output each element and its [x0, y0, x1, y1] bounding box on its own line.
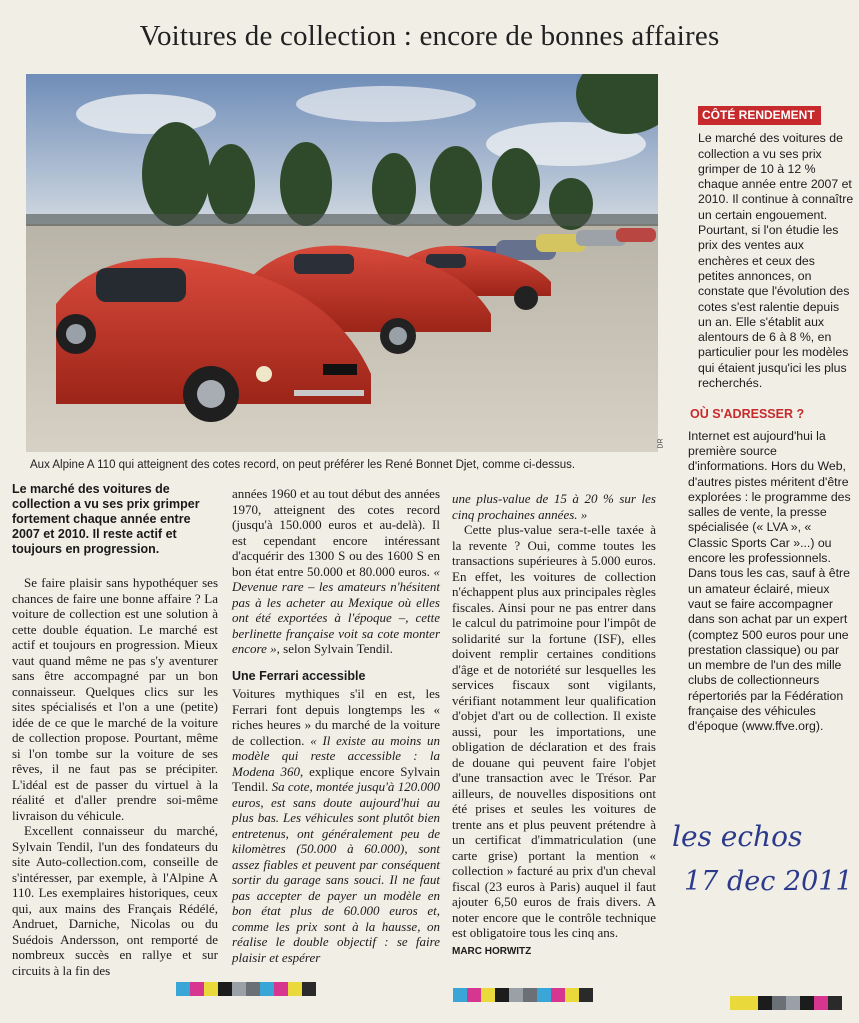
col2-p1-end: , selon Sylvain Tendil. — [276, 641, 393, 656]
calibration-bar-3 — [730, 996, 842, 1010]
calibration-swatch — [828, 996, 842, 1010]
calibration-swatch — [453, 988, 467, 1002]
calibration-swatch — [302, 982, 316, 996]
col2-paragraph-2 — [232, 686, 440, 965]
calibration-swatch — [190, 982, 204, 996]
calibration-bar-2 — [453, 988, 593, 1002]
calibration-swatch — [758, 996, 772, 1010]
col3-paragraph-0 — [452, 491, 656, 522]
column-3 — [452, 491, 656, 959]
sidebar-tag-adresser: OÙ S'ADRESSER ? — [690, 407, 805, 422]
sidebar-tag-rendement: CÔTÉ RENDEMENT — [698, 106, 821, 125]
calibration-swatch — [537, 988, 551, 1002]
article-title: Voitures de collection : encore de bonnes affaires — [139, 20, 720, 52]
calibration-swatch — [467, 988, 481, 1002]
sidebar-text-adresser: Internet est aujourd'hui la première source d'informations. Hors du Web, d'autres pistes méritent d'être explorées : le programme des salles de vente, la presse spécialisée (« LVA », « Classic Sports Car »...) ou encore les professionnels. Dans tous les cas, sauf à être un amateur éclairé, mieux vaut se faire accompagner dans son achat par un expert (comptez 500 euros pour une prestation classique) ou par un membre de l'un des mille clubs de collectionneurs répertoriés par la Fédération française des véhicules d'époque (www.ffve.org). — [688, 428, 851, 734]
calibration-swatch — [218, 982, 232, 996]
col2-p2-mid: , explique encore Sylvain Tendil. — [232, 763, 440, 794]
calibration-swatch — [176, 982, 190, 996]
calibration-swatch — [523, 988, 537, 1002]
col1-paragraph-1: Se faire plaisir sans hypothéquer ses chances de faire une bonne affaire ? La voiture de collection est une solution à cette double équation. Le marché est actif et toujours en progression. Mieux vaut quand même ne pas s'y aventurer sans être accompagné par un bon connaisseur. Quelques clics sur les sites spécialisés et l'on a une (petite) idée de ce que le marché de la voiture de collection propose. Pourtant, même si l'on tombe sur la voiture de ses rêves, il ne faut pas se précipiter. L'idéal est de passer du virtuel à la réalité et d'aller prendre soi-même livraison du véhicule. — [12, 575, 218, 823]
calibration-swatch — [232, 982, 246, 996]
sidebar-text-rendement: Le marché des voitures de collection a vu ses prix grimper de 10 à 12 % chaque année entre 2007 et 2010. Il continue à connaître un certain engouement. Pourtant, si l'on étudie les prix des ventes aux enchères et ceux des petites annonces, on constate que l'évolution des cotes s'est ralentie depuis un an. Elle s'établit aux alentours de 6 à 8 %, en particulier pour les modèles qui étaient jusqu'ici les plus recherchés. — [698, 131, 854, 391]
subhead-ferrari: Une Ferrari accessible — [232, 668, 366, 683]
handwritten-source: les echos — [672, 820, 803, 853]
calibration-bar-1 — [176, 982, 316, 996]
calibration-swatch — [288, 982, 302, 996]
col3-paragraph-1: Cette plus-value sera-t-elle taxée à la revente ? Oui, comme toutes les transactions supérieures à 5.000 euros. En effet, les voitures de collection n'échappent plus aux principales règles fiscales. Ainsi pour ne pas entrer dans le calcul du patrimoine pour l'impôt de solidarité sur la fortune (ISF), elles doivent remplir certaines conditions d'âge et de notoriété sur lesquelles les services fiscaux sont vigilants, vérifiant notamment leur qualification d'objet d'art ou de collection. Il existe aussi, pour les importations, une obligation de déclaration et des frais de douane qui peuvent faire l'objet d'une transaction avec le Trésor. Par ailleurs, de nouvelles dispositions ont été prises et seules les voitures de trente ans et plus peuvent prétendre à un certificat d'immatriculation (une carte grise) portant la mention « collection » facturé au prix d'un cheval fiscal (23 euros à Paris) auquel il faut ajouter 6,50 euros de frais divers. A noter encore que le contrôle technique est obligatoire tous les cinq ans. — [452, 522, 656, 940]
calibration-swatch — [246, 982, 260, 996]
col2-paragraph-1 — [232, 486, 440, 657]
calibration-swatch — [579, 988, 593, 1002]
calibration-swatch — [772, 996, 786, 1010]
author-byline: MARC HORWITZ — [452, 945, 532, 957]
calibration-swatch — [260, 982, 274, 996]
calibration-swatch — [274, 982, 288, 996]
article-photo — [26, 74, 658, 452]
col2-p1-text: années 1960 et au tout début des années 1970, atteignent des cotes record (jusqu'à 150.000 euros et au-delà). Il est cependant encore intéressant d'acquérir des 1300 S ou des 1600 S en bon état entre 50.000 et 80.000 euros. — [232, 486, 440, 579]
col2-p2-text: Voitures mythiques s'il en est, les Ferrari font depuis longtemps les « riches heures » du marché de la voiture de collection. — [232, 686, 440, 748]
classic-red-cars-photo — [26, 74, 658, 452]
calibration-swatch — [204, 982, 218, 996]
column-2 — [232, 486, 440, 965]
calibration-swatch — [814, 996, 828, 1010]
column-1 — [12, 482, 218, 978]
calibration-swatch — [509, 988, 523, 1002]
col2-p2-quote: « Il existe au moins un modèle qui reste accessible : la Modena 360 — [232, 732, 441, 779]
photo-credit: DR — [657, 438, 665, 449]
col1-paragraph-2: Excellent connaisseur du marché, Sylvain Tendil, l'un des fondateurs du site Auto-collection.com, conseille de s'intéresser, par exemple, à l'Alpine A 110. Les exemplaires historiques, ceux qui, aux mains des Français Rédélé, Andruet, Darniche, Nicolas ou du Suédois Andersson, ont remporté de nombreux succès en rallye et sur circuits à la fin des — [12, 823, 218, 978]
calibration-swatch — [744, 996, 758, 1010]
photo-caption: Aux Alpine A 110 qui atteignent des cotes record, on peut préférer les René Bonnet Djet, comme ci-dessus. — [30, 459, 576, 471]
calibration-swatch — [730, 996, 744, 1010]
col2-p1-quote: « Devenue rare – les amateurs n'hésitent pas à les acheter au Mexique où elles ont été exportées à l'époque –, cette berlinette française voit sa cote monter encore » — [232, 563, 440, 656]
calibration-swatch — [481, 988, 495, 1002]
sidebar-box — [682, 106, 854, 735]
calibration-swatch — [800, 996, 814, 1010]
calibration-swatch — [565, 988, 579, 1002]
col3-p0-quote: une plus-value de 15 à 20 % sur les cinq prochaines années. » — [452, 491, 656, 522]
article-lead: Le marché des voitures de collection a vu ses prix grimper fortement chaque année entre 2007 et 2010. Il reste actif et toujours en progression. — [12, 482, 200, 556]
col2-p2-quote2: Sa cote, montée jusqu'à 120.000 euros, est sans doute aujourd'hui au plus bas. Les véhicules sont plutôt bien entretenus, ont généralement peu de kilomètres (50.000 à 60.000), sont assez fiables et peuvent par conséquent sortir du garage sans souci. Il ne faut pas accepter de payer un modèle en bon état plus de 60.000 euros et, comme les prix sont à la hausse, on réalise le double objectif : se faire plaisir et espérer — [232, 779, 440, 965]
handwritten-date: 17 dec 2011 — [684, 866, 853, 897]
calibration-swatch — [495, 988, 509, 1002]
calibration-swatch — [551, 988, 565, 1002]
calibration-swatch — [786, 996, 800, 1010]
